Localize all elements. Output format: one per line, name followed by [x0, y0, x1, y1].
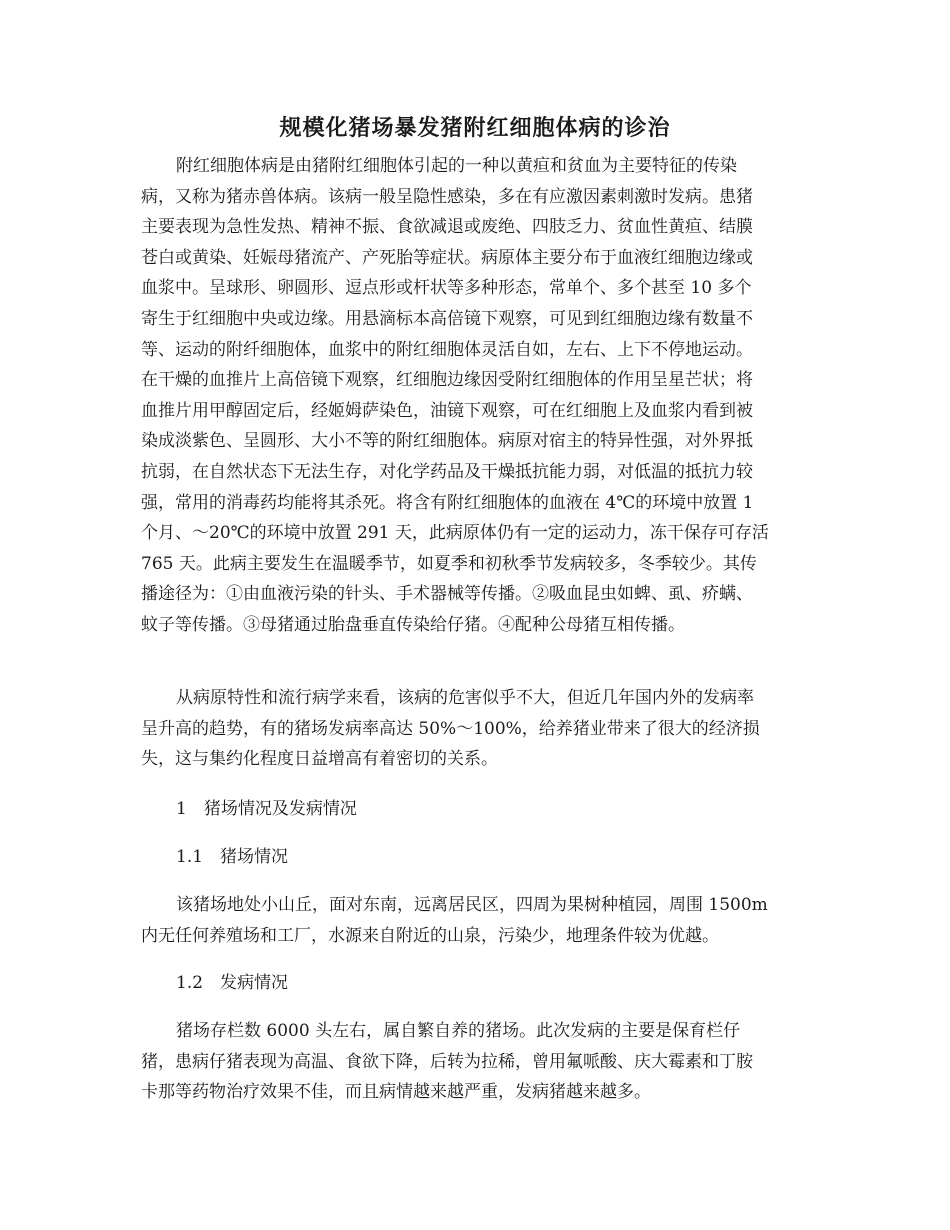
paragraph-line: 苍白或黄染、妊娠母猪流产、产死胎等症状。病原体主要分布于血液红细胞边缘或: [141, 247, 753, 268]
farm-info-paragraph: [141, 890, 813, 951]
paragraph-line: 内无任何养殖场和工厂，水源来自附近的山泉，污染少，地理条件较为优越。: [141, 925, 719, 946]
paragraph-line: 等、运动的附纤细胞体，血浆中的附红细胞体灵活自如，左右、上下不停地运动。: [141, 339, 753, 360]
paragraph-line: 主要表现为急性发热、精神不振、食欲减退或废绝、四肢乏力、贫血性黄疸、结膜: [141, 217, 753, 238]
paragraph-line: 该猪场地处小山丘，面对东南，远离居民区，四周为果树种植园，周围 1500m: [176, 895, 768, 915]
paragraph-line: 强，常用的消毒药均能将其杀死。将含有附红细胞体的血液在 4℃的环境中放置 1: [141, 492, 754, 513]
epidemiology-paragraph: [141, 683, 813, 775]
paragraph-line: 染成淡紫色、呈圆形、大小不等的附红细胞体。病原对宿主的特异性强，对外界抵: [141, 431, 753, 452]
intro-paragraph: [141, 151, 813, 641]
document-title: 规模化猪场暴发猪附红细胞体病的诊治: [279, 115, 671, 141]
paragraph-line: 卡那等药物治疗效果不佳，而且病情越来越严重，发病猪越来越多。: [141, 1082, 651, 1103]
paragraph-line: 血推片用甲醇固定后，经姬姆萨染色，油镜下观察，可在红细胞上及血浆内看到被: [141, 400, 753, 421]
paragraph-line: 附红细胞体病是由猪附红细胞体引起的一种以黄疸和贫血为主要特征的传染: [176, 156, 737, 176]
paragraph-line: 蚊子等传播。③母猪通过胎盘垂直传染给仔猪。④配种公母猪互相传播。: [141, 614, 685, 635]
section-heading-1-2: 1.2 发病情况: [176, 973, 289, 993]
paragraph-line: 从病原特性和流行病学来看，该病的危害似乎不大，但近几年国内外的发病率: [176, 688, 754, 708]
paragraph-line: 呈升高的趋势，有的猪场发病率高达 50%～100%，给养猪业带来了很大的经济损: [141, 718, 760, 739]
paragraph-line: 播途径为：①由血液污染的针头、手术器械等传播。②吸血昆虫如蜱、虱、疥螨、: [141, 584, 753, 605]
outbreak-paragraph: [141, 1016, 813, 1108]
paragraph-line: 血浆中。呈球形、卵圆形、逗点形或杆状等多种形态，常单个、多个甚至 10 多个: [141, 278, 752, 299]
paragraph-line: 寄生于红细胞中央或边缘。用悬滴标本高倍镜下观察，可见到红细胞边缘有数量不: [141, 308, 753, 329]
paragraph-line: 765 天。此病主要发生在温暖季节，如夏季和初秋季节发病较多，冬季较少。其传: [141, 553, 757, 574]
paragraph-line: 猪，患病仔猪表现为高温、食欲下降，后转为拉稀，曾用氟哌酸、庆大霉素和丁胺: [141, 1051, 753, 1072]
paragraph-line: 猪场存栏数 6000 头左右，属自繁自养的猪场。此次发病的主要是保育栏仔: [176, 1021, 741, 1041]
paragraph-line: 个月、～20℃的环境中放置 291 天，此病原体仍有一定的运动力，冻干保存可存活: [141, 523, 769, 544]
paragraph-line: 病，又称为猪赤兽体病。该病一般呈隐性感染，多在有应激因素刺激时发病。患猪: [141, 186, 753, 207]
paragraph-line: 失，这与集约化程度日益增高有着密切的关系。: [141, 749, 498, 770]
section-heading-1: 1 猪场情况及发病情况: [176, 799, 357, 819]
section-heading-1-1: 1.1 猪场情况: [176, 847, 289, 867]
paragraph-line: 在干燥的血推片上高倍镜下观察，红细胞边缘因受附红细胞体的作用呈星芒状；将: [141, 370, 753, 391]
paragraph-line: 抗弱，在自然状态下无法生存，对化学药品及干燥抵抗能力弱，对低温的抵抗力较: [141, 461, 753, 482]
